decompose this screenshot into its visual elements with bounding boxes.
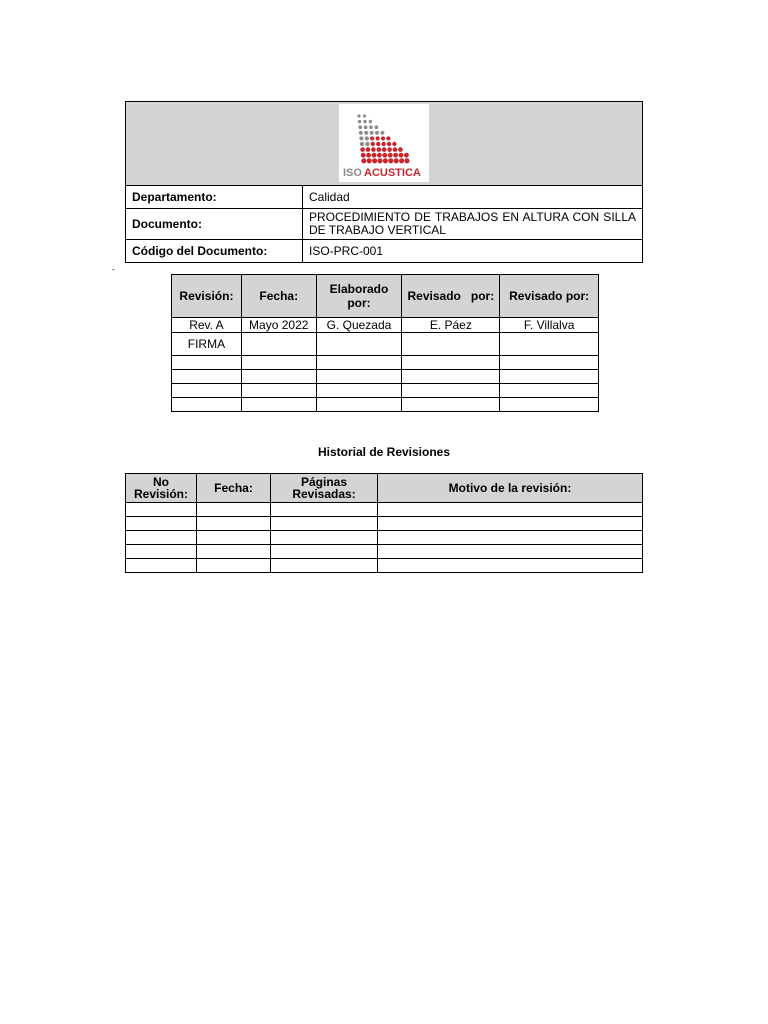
logo-dot [359,136,363,140]
logo-dot [388,153,393,158]
logo-dot [398,147,403,152]
table-row [126,503,643,517]
logo-dot [387,147,392,152]
logo-dot [387,142,391,146]
logo-text-iso: ISO [343,167,362,179]
logo-dot [366,153,371,158]
logo-dot [386,136,390,140]
logo-dot [360,147,365,152]
logo-dot [372,153,377,158]
logo-dot [359,131,363,135]
table-row [172,398,599,412]
logo-dot [371,142,375,146]
logo-dot [375,125,379,129]
cell-revisado-2: F. Villalva [500,318,599,333]
logo-dot [399,153,404,158]
firma-row [172,333,599,356]
logo-dot [399,158,404,163]
historial-title: Historial de Revisiones [317,445,451,459]
logo-dot [372,158,377,163]
table-row [126,531,643,545]
table-row [126,517,643,531]
table-row [172,356,599,370]
logo-dot [377,153,382,158]
col-revisado-1: Revisado por: [402,275,500,318]
historial-table [125,473,643,573]
logo-dot [358,120,361,123]
firma-label: FIRMA [172,333,242,356]
departamento-value: Calidad [303,186,643,209]
revision-table [171,274,599,412]
col-paginas: Páginas Revisadas: [271,474,378,503]
cell-revisado-1: E. Páez [402,318,500,333]
isoacustica-logo [339,104,429,182]
cell-elaborado: G. Quezada [316,318,402,333]
logo-dot [404,153,409,158]
logo-dot [364,125,368,129]
logo-dot [381,142,385,146]
firma-cell [316,333,402,356]
logo-dot [369,125,373,129]
table-row [172,384,599,398]
logo-dot [382,147,387,152]
col-fecha: Fecha: [241,275,316,318]
table-row [172,318,599,333]
logo-dot [375,131,379,135]
documento-label: Documento: [126,209,303,240]
col-fecha: Fecha: [197,474,271,503]
logo-dot [376,147,381,152]
logo-dot [393,153,398,158]
logo-dot [365,142,369,146]
firma-cell [402,333,500,356]
codigo-label: Código del Documento: [126,240,303,263]
logo-dot [364,131,368,135]
logo-dot [383,158,388,163]
logo-dot [380,131,384,135]
table-row [172,370,599,384]
codigo-value: ISO-PRC-001 [303,240,643,263]
logo-dot [392,142,396,146]
table-row [126,545,643,559]
col-revision: Revisión: [172,275,242,318]
cell-revision: Rev. A [172,318,242,333]
logo-dot [361,158,366,163]
cell-fecha: Mayo 2022 [241,318,316,333]
logo-text-acustica: ACUSTICA [364,167,421,179]
col-revisado-2: Revisado por: [500,275,599,318]
document-header-table [125,101,643,263]
documento-value: PROCEDIMIENTO DE TRABAJOS EN ALTURA CON SILLA DE TRABAJO VERTICAL [303,209,643,240]
logo-dot [382,153,387,158]
logo-dot [370,136,374,140]
logo-cell [126,102,643,186]
logo-dot [404,158,409,163]
firma-cell [241,333,316,356]
logo-dot [377,158,382,163]
revision-header-row [172,275,599,318]
logo-dot [366,147,371,152]
logo-dot [358,125,362,129]
historial-header-row [126,474,643,503]
logo-dot [388,158,393,163]
logo-dot [365,136,369,140]
col-motivo: Motivo de la revisión: [378,474,643,503]
logo-dot [376,136,380,140]
table-row [126,559,643,573]
logo-dot [363,120,366,123]
logo-dot [381,136,385,140]
logo-dot [370,131,374,135]
departamento-label: Departamento: [126,186,303,209]
col-elaborado: Elaborado por: [316,275,402,318]
logo-dot [360,142,364,146]
logo-dot [367,158,372,163]
logo-dot [369,120,372,123]
logo-dot [363,114,366,117]
logo-dot [361,153,366,158]
firma-cell [500,333,599,356]
logo-dot [371,147,376,152]
logo-dot [393,147,398,152]
logo-dot [357,114,360,117]
logo-dot [376,142,380,146]
col-no-revision: No Revisión: [126,474,197,503]
stray-mark: - [112,265,115,274]
logo-dot [394,158,399,163]
